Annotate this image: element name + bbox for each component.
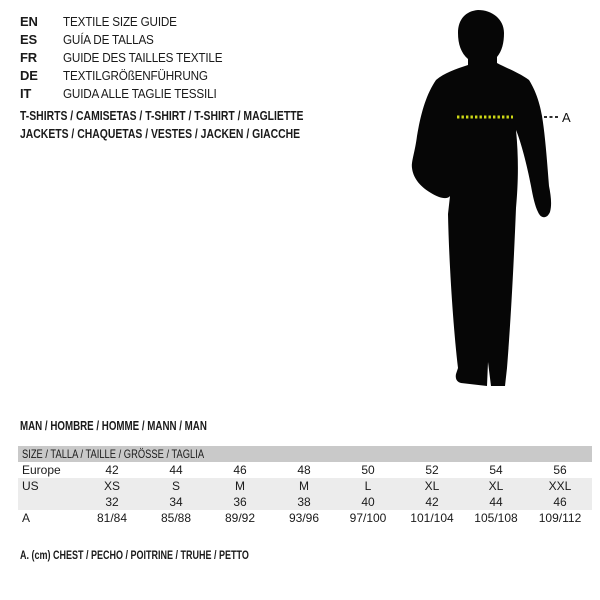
language-row-it: [20, 85, 240, 103]
man-silhouette-figure: [400, 0, 600, 400]
size-cell: S: [171, 479, 180, 493]
size-cell: 46: [553, 495, 567, 509]
size-cell: 42: [425, 495, 439, 509]
size-cell: 93/96: [288, 511, 320, 525]
language-code: ES: [20, 32, 37, 47]
size-cell: 101/104: [410, 511, 454, 525]
language-code: EN: [20, 14, 38, 29]
size-cell: 85/88: [160, 511, 192, 525]
size-cell: 54: [489, 463, 503, 477]
size-table: [18, 446, 592, 526]
language-label: TEXTILGRÖßENFÜHRUNG: [63, 68, 208, 83]
size-cell: 48: [297, 463, 311, 477]
size-cell: L: [364, 479, 372, 493]
row-label: US: [22, 479, 39, 493]
size-cell: 32: [105, 495, 119, 509]
size-cell: 44: [489, 495, 503, 509]
language-code: DE: [20, 68, 38, 83]
size-cell: M: [235, 479, 245, 493]
table-row-europe: [18, 462, 592, 478]
table-row-chest-a: [18, 510, 592, 526]
language-label: GUIDE DES TAILLES TEXTILE: [63, 50, 223, 65]
size-cell: 36: [233, 495, 247, 509]
section-title-man: MAN / HOMBRE / HOMME / MANN / MAN: [20, 419, 207, 433]
size-cell: XS: [103, 479, 120, 493]
size-cell: 42: [105, 463, 119, 477]
language-row-fr: [20, 49, 240, 67]
size-cell: 105/108: [474, 511, 518, 525]
language-label: TEXTILE SIZE GUIDE: [63, 14, 177, 29]
size-cell: 40: [361, 495, 375, 509]
size-cell: XL: [488, 479, 504, 493]
size-cell: 56: [553, 463, 567, 477]
language-legend: [20, 13, 240, 103]
garment-line-tshirts: T-SHIRTS / CAMISETAS / T-SHIRT / T-SHIRT / MAGLIETTE: [20, 108, 304, 123]
size-cell: M: [299, 479, 309, 493]
language-row-en: [20, 13, 240, 31]
size-cell: 52: [425, 463, 439, 477]
language-label: GUÍA DE TALLAS: [63, 32, 154, 47]
garment-categories: [20, 107, 374, 143]
chest-point-label: A: [562, 110, 571, 125]
language-code: IT: [20, 86, 32, 101]
table-row-us: [18, 478, 592, 494]
size-table-header: SIZE / TALLA / TAILLE / GRÖSSE / TAGLIA: [18, 446, 592, 462]
size-cell: 81/84: [96, 511, 128, 525]
size-cell: 89/92: [224, 511, 256, 525]
measurement-footnote: A. (cm) CHEST / PECHO / POITRINE / TRUHE / PETTO: [20, 548, 249, 562]
language-row-es: [20, 31, 240, 49]
row-label: A: [22, 511, 31, 525]
size-cell: 46: [233, 463, 247, 477]
size-cell: XXL: [548, 479, 572, 493]
size-cell: 97/100: [349, 511, 387, 525]
table-row-uk: [18, 494, 592, 510]
size-cell: XL: [424, 479, 440, 493]
size-cell: 44: [169, 463, 183, 477]
row-label: [18, 494, 80, 510]
language-label: GUIDA ALLE TAGLIE TESSILI: [63, 86, 217, 101]
size-cell: 38: [297, 495, 311, 509]
man-silhouette: [412, 10, 551, 386]
size-cell: 50: [361, 463, 375, 477]
garment-line-jackets: JACKETS / CHAQUETAS / VESTES / JACKEN / GIACCHE: [20, 126, 301, 141]
language-row-de: [20, 67, 240, 85]
row-label: Europe: [22, 463, 61, 477]
size-cell: 34: [169, 495, 183, 509]
language-code: FR: [20, 50, 37, 65]
size-cell: 109/112: [538, 511, 582, 525]
